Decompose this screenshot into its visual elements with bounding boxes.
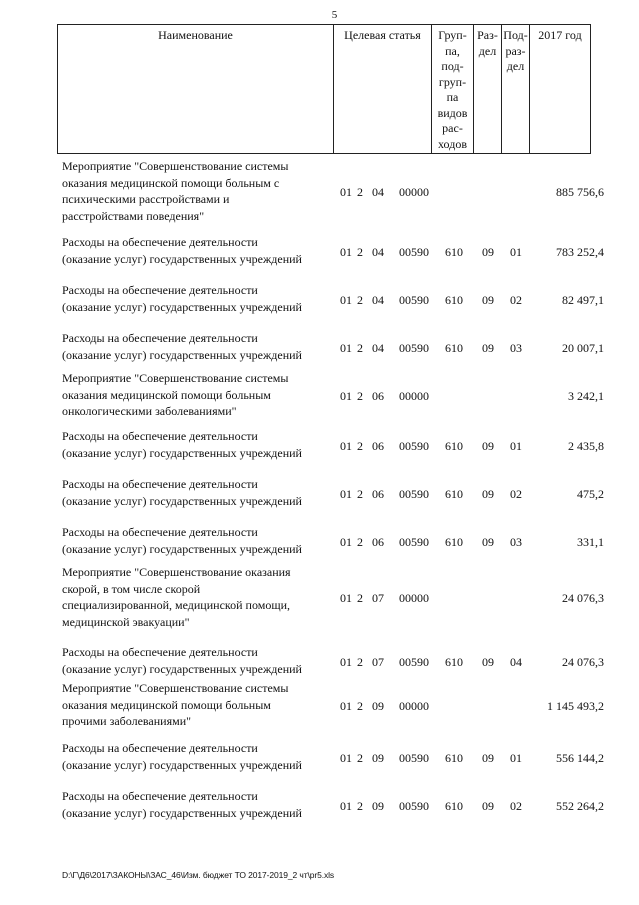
target-part-1: 01 bbox=[340, 185, 352, 199]
header-group-line: рас- bbox=[442, 121, 463, 135]
amount-2017: 552 264,2 bbox=[556, 799, 604, 813]
target-part-1: 01 bbox=[340, 655, 352, 669]
target-part-2: 2 bbox=[357, 487, 363, 501]
expense-group: 610 bbox=[445, 341, 463, 355]
target-part-4: 00590 bbox=[399, 535, 429, 549]
header-target: Целевая статья bbox=[333, 25, 431, 153]
table-row bbox=[57, 282, 604, 315]
amount-2017: 24 076,3 bbox=[562, 655, 604, 669]
amount-2017: 331,1 bbox=[577, 535, 604, 549]
target-part-2: 2 bbox=[357, 751, 363, 765]
header-subsection-line: Под- bbox=[503, 28, 528, 42]
table-row bbox=[57, 370, 604, 420]
amount-2017: 82 497,1 bbox=[562, 293, 604, 307]
subsection-code: 03 bbox=[510, 535, 522, 549]
target-part-3: 07 bbox=[372, 591, 384, 605]
expense-group: 610 bbox=[445, 799, 463, 813]
target-part-2: 2 bbox=[357, 591, 363, 605]
header-group-line: груп- bbox=[438, 74, 467, 89]
amount-2017: 3 242,1 bbox=[568, 389, 604, 403]
page-number: 5 bbox=[331, 9, 338, 21]
row-name-line: оказания медицинской помощи больным с bbox=[62, 175, 280, 190]
expense-group: 610 bbox=[445, 487, 463, 501]
header-section-line: Раз- bbox=[477, 28, 498, 42]
target-part-2: 2 bbox=[357, 185, 363, 199]
subsection-code: 01 bbox=[510, 245, 522, 259]
row-name bbox=[62, 282, 332, 315]
target-part-2: 2 bbox=[357, 341, 363, 355]
table-row bbox=[57, 644, 604, 677]
target-part-1: 01 bbox=[340, 245, 352, 259]
amount-2017: 20 007,1 bbox=[562, 341, 604, 355]
row-name-line: медицинской эвакуации" bbox=[62, 614, 190, 629]
target-part-4: 00590 bbox=[399, 293, 429, 307]
row-name bbox=[62, 788, 332, 821]
target-part-3: 06 bbox=[372, 439, 384, 453]
row-name-line: (оказание услуг) государственных учреждений bbox=[62, 299, 302, 314]
table-header bbox=[57, 24, 591, 154]
row-name-line: Мероприятие "Совершенствование системы bbox=[62, 371, 289, 385]
amount-2017: 885 756,6 bbox=[556, 185, 604, 199]
row-name-line: Расходы на обеспечение деятельности bbox=[62, 741, 258, 755]
row-name-line: прочими заболеваниями" bbox=[62, 714, 192, 728]
section-code: 09 bbox=[482, 799, 494, 813]
row-name bbox=[62, 234, 332, 267]
target-part-4: 00590 bbox=[399, 655, 429, 669]
expense-group: 610 bbox=[445, 655, 463, 669]
subsection-code: 02 bbox=[510, 293, 522, 307]
amount-2017: 2 435,8 bbox=[568, 439, 604, 453]
target-part-4: 00590 bbox=[399, 487, 429, 501]
row-name-line: расстройствами поведения" bbox=[62, 208, 205, 223]
table-row bbox=[57, 158, 604, 224]
header-name: Наименование bbox=[57, 25, 333, 153]
file-path-footer: D:\Г\Д6\2017\ЗАКОНЫ\ЗАС_46\Изм. бюджет ТО 2017-2019_2 чт\pr5.xls bbox=[62, 870, 335, 880]
row-name bbox=[62, 476, 332, 509]
header-group-line: под- bbox=[441, 59, 464, 73]
row-name bbox=[62, 564, 332, 630]
row-name-line: (оказание услуг) государственных учреждений bbox=[62, 757, 302, 772]
target-part-1: 01 bbox=[340, 439, 352, 453]
target-part-1: 01 bbox=[340, 751, 352, 765]
target-part-3: 04 bbox=[372, 293, 384, 307]
subsection-code: 01 bbox=[510, 751, 522, 765]
expense-group: 610 bbox=[445, 751, 463, 765]
expense-group: 610 bbox=[445, 535, 463, 549]
row-name-line: Мероприятие "Совершенствование системы bbox=[62, 159, 289, 173]
row-name-line: (оказание услуг) государственных учреждений bbox=[62, 493, 302, 508]
target-part-3: 09 bbox=[372, 751, 384, 765]
subsection-code: 04 bbox=[510, 655, 522, 669]
header-group-line: Груп- bbox=[438, 28, 467, 42]
table-row bbox=[57, 524, 604, 557]
target-part-1: 01 bbox=[340, 487, 352, 501]
target-part-4: 00000 bbox=[399, 185, 429, 199]
target-part-2: 2 bbox=[357, 655, 363, 669]
subsection-code: 02 bbox=[510, 487, 522, 501]
header-subsection bbox=[501, 25, 529, 153]
row-name bbox=[62, 644, 332, 677]
table-row bbox=[57, 234, 604, 267]
row-name-line: специализированной, медицинской помощи, bbox=[62, 598, 290, 612]
table-row bbox=[57, 788, 604, 821]
target-part-4: 00590 bbox=[399, 341, 429, 355]
expense-group: 610 bbox=[445, 245, 463, 259]
row-name bbox=[62, 370, 332, 420]
target-part-2: 2 bbox=[357, 389, 363, 403]
subsection-code: 03 bbox=[510, 341, 522, 355]
target-part-1: 01 bbox=[340, 389, 352, 403]
row-name-line: скорой, в том числе скорой bbox=[62, 581, 201, 596]
row-name-line: Расходы на обеспечение деятельности bbox=[62, 645, 258, 659]
row-name-line: оказания медицинской помощи больным bbox=[62, 697, 271, 712]
row-name bbox=[62, 524, 332, 557]
section-code: 09 bbox=[482, 751, 494, 765]
row-name-line: (оказание услуг) государственных учреждений bbox=[62, 251, 302, 266]
header-group-line: ходов bbox=[438, 136, 467, 151]
target-part-3: 09 bbox=[372, 799, 384, 813]
expense-group: 610 bbox=[445, 293, 463, 307]
row-name bbox=[62, 680, 332, 730]
amount-2017: 24 076,3 bbox=[562, 591, 604, 605]
row-name-line: Расходы на обеспечение деятельности bbox=[62, 525, 258, 539]
target-part-3: 04 bbox=[372, 185, 384, 199]
table-row bbox=[57, 476, 604, 509]
row-name-line: Мероприятие "Совершенствование системы bbox=[62, 681, 289, 695]
table-row bbox=[57, 564, 604, 630]
section-code: 09 bbox=[482, 341, 494, 355]
row-name-line: (оказание услуг) государственных учреждений bbox=[62, 347, 302, 362]
header-subsection-line: раз- bbox=[505, 43, 526, 58]
table-row bbox=[57, 680, 604, 730]
header-year: 2017 год bbox=[529, 25, 591, 153]
target-part-3: 09 bbox=[372, 699, 384, 713]
section-code: 09 bbox=[482, 245, 494, 259]
header-group-line: па bbox=[446, 90, 459, 104]
target-part-1: 01 bbox=[340, 535, 352, 549]
section-code: 09 bbox=[482, 293, 494, 307]
target-part-1: 01 bbox=[340, 799, 352, 813]
row-name-line: (оказание услуг) государственных учреждений bbox=[62, 445, 302, 460]
section-code: 09 bbox=[482, 655, 494, 669]
target-part-1: 01 bbox=[340, 341, 352, 355]
row-name-line: (оказание услуг) государственных учреждений bbox=[62, 541, 302, 556]
row-name bbox=[62, 330, 332, 363]
target-part-2: 2 bbox=[357, 245, 363, 259]
target-part-3: 06 bbox=[372, 487, 384, 501]
subsection-code: 01 bbox=[510, 439, 522, 453]
section-code: 09 bbox=[482, 487, 494, 501]
target-part-1: 01 bbox=[340, 699, 352, 713]
row-name-line: Мероприятие "Совершенствование оказания bbox=[62, 565, 291, 579]
row-name-line: Расходы на обеспечение деятельности bbox=[62, 477, 258, 491]
expense-group: 610 bbox=[445, 439, 463, 453]
header-group-line: па, bbox=[445, 43, 460, 58]
target-part-4: 00590 bbox=[399, 751, 429, 765]
header-section bbox=[473, 25, 501, 153]
target-part-3: 06 bbox=[372, 535, 384, 549]
table-row bbox=[57, 740, 604, 773]
row-name bbox=[62, 428, 332, 461]
header-group bbox=[431, 25, 473, 153]
row-name bbox=[62, 158, 332, 224]
target-part-4: 00590 bbox=[399, 245, 429, 259]
amount-2017: 475,2 bbox=[577, 487, 604, 501]
row-name-line: Расходы на обеспечение деятельности bbox=[62, 283, 258, 297]
row-name-line: (оказание услуг) государственных учреждений bbox=[62, 661, 302, 676]
target-part-3: 04 bbox=[372, 341, 384, 355]
target-part-4: 00590 bbox=[399, 439, 429, 453]
row-name-line: Расходы на обеспечение деятельности bbox=[62, 331, 258, 345]
section-code: 09 bbox=[482, 535, 494, 549]
target-part-4: 00000 bbox=[399, 699, 429, 713]
target-part-2: 2 bbox=[357, 535, 363, 549]
amount-2017: 1 145 493,2 bbox=[547, 699, 604, 713]
header-group-line: видов bbox=[437, 105, 468, 120]
header-section-line: дел bbox=[478, 43, 497, 58]
row-name-line: (оказание услуг) государственных учреждений bbox=[62, 805, 302, 820]
header-subsection-line: дел bbox=[506, 59, 525, 73]
target-part-3: 04 bbox=[372, 245, 384, 259]
table-row bbox=[57, 330, 604, 363]
target-part-2: 2 bbox=[357, 293, 363, 307]
target-part-3: 06 bbox=[372, 389, 384, 403]
target-part-1: 01 bbox=[340, 293, 352, 307]
row-name bbox=[62, 740, 332, 773]
target-part-4: 00000 bbox=[399, 591, 429, 605]
target-part-2: 2 bbox=[357, 799, 363, 813]
target-part-2: 2 bbox=[357, 439, 363, 453]
row-name-line: психическими расстройствами и bbox=[62, 192, 230, 206]
row-name-line: Расходы на обеспечение деятельности bbox=[62, 789, 258, 803]
target-part-2: 2 bbox=[357, 699, 363, 713]
table-row bbox=[57, 428, 604, 461]
amount-2017: 556 144,2 bbox=[556, 751, 604, 765]
row-name-line: Расходы на обеспечение деятельности bbox=[62, 235, 258, 249]
target-part-4: 00000 bbox=[399, 389, 429, 403]
section-code: 09 bbox=[482, 439, 494, 453]
row-name-line: онкологическими заболеваниями" bbox=[62, 404, 237, 418]
target-part-3: 07 bbox=[372, 655, 384, 669]
row-name-line: Расходы на обеспечение деятельности bbox=[62, 429, 258, 443]
subsection-code: 02 bbox=[510, 799, 522, 813]
target-part-4: 00590 bbox=[399, 799, 429, 813]
row-name-line: оказания медицинской помощи больным bbox=[62, 387, 271, 402]
target-part-1: 01 bbox=[340, 591, 352, 605]
amount-2017: 783 252,4 bbox=[556, 245, 604, 259]
